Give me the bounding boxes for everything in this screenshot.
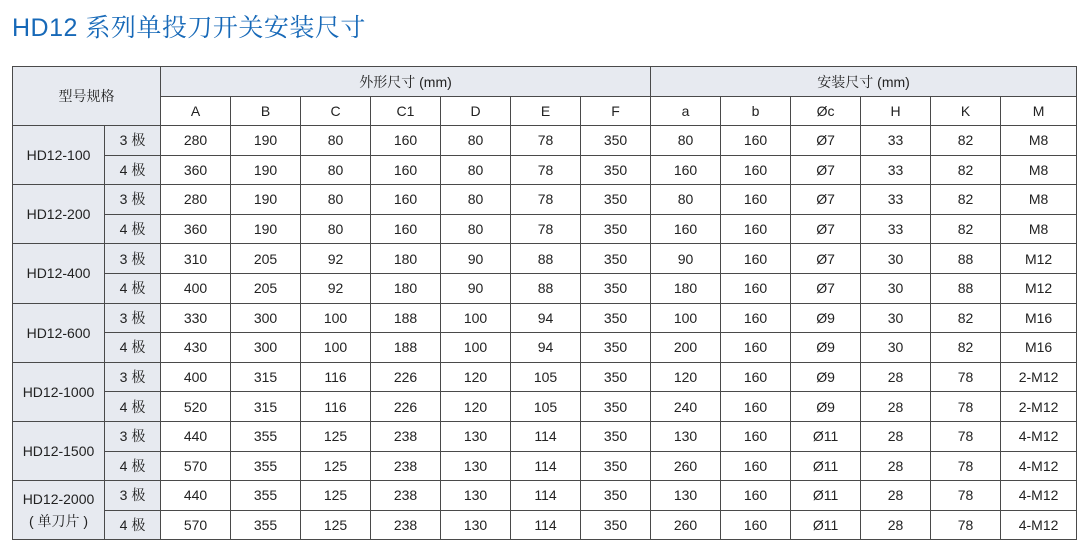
value-cell: 360 <box>161 155 231 185</box>
value-cell: 105 <box>511 392 581 422</box>
value-cell: 440 <box>161 421 231 451</box>
value-cell: 190 <box>231 185 301 215</box>
value-cell: 160 <box>371 155 441 185</box>
value-cell: 88 <box>511 273 581 303</box>
value-cell: 30 <box>861 303 931 333</box>
model-name: HD12-400 <box>26 265 91 282</box>
value-cell: 190 <box>231 126 301 156</box>
table-row <box>13 421 1077 451</box>
column-header-row <box>13 97 1077 126</box>
value-cell: 90 <box>441 244 511 274</box>
table-row <box>13 185 1077 215</box>
value-cell: 160 <box>721 126 791 156</box>
value-cell: 350 <box>581 155 651 185</box>
value-cell: 160 <box>721 362 791 392</box>
value-cell: 116 <box>301 392 371 422</box>
model-cell <box>13 303 105 362</box>
value-cell: 570 <box>161 510 231 540</box>
model-name: HD12-600 <box>26 324 91 341</box>
value-cell: 355 <box>231 451 301 481</box>
value-cell: Ø7 <box>791 273 861 303</box>
value-cell: Ø7 <box>791 126 861 156</box>
value-cell: 160 <box>721 421 791 451</box>
value-cell: 33 <box>861 185 931 215</box>
value-cell: 350 <box>581 126 651 156</box>
value-cell: 100 <box>651 303 721 333</box>
value-cell: 160 <box>721 510 791 540</box>
value-cell: 130 <box>441 451 511 481</box>
value-cell: 355 <box>231 510 301 540</box>
pole-cell: 4 极 <box>105 451 161 481</box>
value-cell: M8 <box>1001 214 1077 244</box>
value-cell: 94 <box>511 333 581 363</box>
value-cell: 188 <box>371 303 441 333</box>
table-row <box>13 451 1077 481</box>
value-cell: 238 <box>371 510 441 540</box>
value-cell: 78 <box>931 510 1001 540</box>
value-cell: 80 <box>301 214 371 244</box>
value-cell: 88 <box>931 244 1001 274</box>
page-title: HD12 系列单投刀开关安装尺寸 <box>12 14 366 42</box>
value-cell: 226 <box>371 362 441 392</box>
dimensions-table <box>12 66 1077 540</box>
value-cell: 33 <box>861 126 931 156</box>
value-cell: 130 <box>441 481 511 511</box>
value-cell: 260 <box>651 510 721 540</box>
value-cell: M16 <box>1001 333 1077 363</box>
value-cell: 160 <box>721 244 791 274</box>
value-cell: 82 <box>931 185 1001 215</box>
value-cell: 350 <box>581 273 651 303</box>
value-cell: 78 <box>931 451 1001 481</box>
column-header: F <box>581 97 651 126</box>
value-cell: 80 <box>301 126 371 156</box>
value-cell: 180 <box>651 273 721 303</box>
table-row <box>13 244 1077 274</box>
value-cell: 82 <box>931 214 1001 244</box>
value-cell: 78 <box>931 392 1001 422</box>
value-cell: 92 <box>301 273 371 303</box>
table-row <box>13 155 1077 185</box>
value-cell: 355 <box>231 421 301 451</box>
pole-cell: 3 极 <box>105 303 161 333</box>
pole-cell: 3 极 <box>105 421 161 451</box>
value-cell: 205 <box>231 273 301 303</box>
value-cell: 330 <box>161 303 231 333</box>
value-cell: Ø9 <box>791 303 861 333</box>
value-cell: 82 <box>931 155 1001 185</box>
column-header: b <box>721 97 791 126</box>
value-cell: 28 <box>861 362 931 392</box>
value-cell: 78 <box>511 155 581 185</box>
value-cell: 238 <box>371 421 441 451</box>
value-cell: Ø7 <box>791 185 861 215</box>
value-cell: 430 <box>161 333 231 363</box>
value-cell: M8 <box>1001 126 1077 156</box>
model-name: HD12-2000 <box>22 491 95 508</box>
value-cell: 300 <box>231 333 301 363</box>
value-cell: Ø11 <box>791 451 861 481</box>
pole-cell: 4 极 <box>105 214 161 244</box>
table-row <box>13 303 1077 333</box>
value-cell: 160 <box>371 214 441 244</box>
value-cell: 226 <box>371 392 441 422</box>
value-cell: 570 <box>161 451 231 481</box>
value-cell: 130 <box>441 421 511 451</box>
value-cell: 130 <box>441 510 511 540</box>
value-cell: 114 <box>511 451 581 481</box>
value-cell: 130 <box>651 481 721 511</box>
value-cell: 30 <box>861 244 931 274</box>
pole-cell: 4 极 <box>105 155 161 185</box>
value-cell: 240 <box>651 392 721 422</box>
value-cell: 33 <box>861 155 931 185</box>
value-cell: 100 <box>301 333 371 363</box>
value-cell: 350 <box>581 244 651 274</box>
value-cell: 280 <box>161 185 231 215</box>
value-cell: 94 <box>511 303 581 333</box>
value-cell: M16 <box>1001 303 1077 333</box>
value-cell: 116 <box>301 362 371 392</box>
value-cell: 180 <box>371 273 441 303</box>
value-cell: 310 <box>161 244 231 274</box>
group-header-row <box>13 67 1077 97</box>
value-cell: 120 <box>441 392 511 422</box>
value-cell: Ø11 <box>791 481 861 511</box>
table-row <box>13 333 1077 363</box>
value-cell: M12 <box>1001 244 1077 274</box>
value-cell: 82 <box>931 126 1001 156</box>
value-cell: 260 <box>651 451 721 481</box>
value-cell: 105 <box>511 362 581 392</box>
value-cell: Ø7 <box>791 155 861 185</box>
value-cell: 30 <box>861 273 931 303</box>
value-cell: 88 <box>511 244 581 274</box>
pole-cell: 4 极 <box>105 392 161 422</box>
table-row <box>13 510 1077 540</box>
model-cell <box>13 126 105 185</box>
column-header: a <box>651 97 721 126</box>
value-cell: 280 <box>161 126 231 156</box>
value-cell: 80 <box>441 126 511 156</box>
value-cell: 120 <box>441 362 511 392</box>
value-cell: 160 <box>721 214 791 244</box>
value-cell: 28 <box>861 421 931 451</box>
value-cell: 80 <box>651 185 721 215</box>
value-cell: 88 <box>931 273 1001 303</box>
value-cell: 238 <box>371 451 441 481</box>
value-cell: 205 <box>231 244 301 274</box>
value-cell: 100 <box>301 303 371 333</box>
value-cell: Ø11 <box>791 510 861 540</box>
value-cell: 28 <box>861 481 931 511</box>
value-cell: 125 <box>301 421 371 451</box>
value-cell: 160 <box>721 481 791 511</box>
value-cell: M8 <box>1001 185 1077 215</box>
value-cell: 160 <box>721 303 791 333</box>
value-cell: 120 <box>651 362 721 392</box>
pole-cell: 4 极 <box>105 510 161 540</box>
column-header: B <box>231 97 301 126</box>
table-row <box>13 126 1077 156</box>
value-cell: 80 <box>301 155 371 185</box>
value-cell: 350 <box>581 392 651 422</box>
value-cell: 100 <box>441 303 511 333</box>
model-cell <box>13 244 105 303</box>
value-cell: 350 <box>581 214 651 244</box>
mounting-dimensions-header: 安装尺寸 (mm) <box>651 67 1077 97</box>
value-cell: 4-M12 <box>1001 510 1077 540</box>
value-cell: 315 <box>231 362 301 392</box>
value-cell: 82 <box>931 303 1001 333</box>
value-cell: 188 <box>371 333 441 363</box>
value-cell: 82 <box>931 333 1001 363</box>
value-cell: Ø9 <box>791 362 861 392</box>
model-cell <box>13 362 105 421</box>
pole-cell: 3 极 <box>105 185 161 215</box>
value-cell: 160 <box>651 214 721 244</box>
value-cell: 125 <box>301 451 371 481</box>
column-header: D <box>441 97 511 126</box>
value-cell: 80 <box>441 155 511 185</box>
value-cell: 114 <box>511 481 581 511</box>
value-cell: 160 <box>721 333 791 363</box>
pole-cell: 3 极 <box>105 126 161 156</box>
value-cell: 80 <box>651 126 721 156</box>
pole-cell: 3 极 <box>105 481 161 511</box>
model-name: HD12-1000 <box>22 383 95 400</box>
value-cell: 160 <box>651 155 721 185</box>
value-cell: 315 <box>231 392 301 422</box>
value-cell: 160 <box>371 126 441 156</box>
column-header: K <box>931 97 1001 126</box>
value-cell: 350 <box>581 185 651 215</box>
value-cell: 78 <box>931 421 1001 451</box>
value-cell: 400 <box>161 273 231 303</box>
value-cell: 350 <box>581 421 651 451</box>
value-cell: 28 <box>861 510 931 540</box>
value-cell: 350 <box>581 333 651 363</box>
value-cell: Ø7 <box>791 244 861 274</box>
column-header: M <box>1001 97 1077 126</box>
value-cell: 400 <box>161 362 231 392</box>
value-cell: 125 <box>301 510 371 540</box>
value-cell: 190 <box>231 214 301 244</box>
value-cell: 78 <box>511 126 581 156</box>
value-cell: 90 <box>441 273 511 303</box>
column-header: C1 <box>371 97 441 126</box>
model-note: ( 单刀片 ) <box>28 513 89 530</box>
value-cell: 80 <box>441 185 511 215</box>
value-cell: 190 <box>231 155 301 185</box>
value-cell: 160 <box>721 392 791 422</box>
value-cell: 28 <box>861 392 931 422</box>
value-cell: 90 <box>651 244 721 274</box>
value-cell: 350 <box>581 510 651 540</box>
value-cell: 92 <box>301 244 371 274</box>
value-cell: 440 <box>161 481 231 511</box>
value-cell: 114 <box>511 510 581 540</box>
model-cell <box>13 481 105 540</box>
value-cell: 180 <box>371 244 441 274</box>
model-cell <box>13 421 105 480</box>
table-row <box>13 273 1077 303</box>
value-cell: 160 <box>721 185 791 215</box>
column-header: Øc <box>791 97 861 126</box>
model-spec-header: 型号规格 <box>13 67 161 126</box>
value-cell: M8 <box>1001 155 1077 185</box>
value-cell: 78 <box>511 214 581 244</box>
column-header: H <box>861 97 931 126</box>
value-cell: M12 <box>1001 273 1077 303</box>
value-cell: 200 <box>651 333 721 363</box>
value-cell: Ø9 <box>791 392 861 422</box>
value-cell: 520 <box>161 392 231 422</box>
model-name: HD12-100 <box>26 147 91 164</box>
value-cell: Ø9 <box>791 333 861 363</box>
pole-cell: 4 极 <box>105 333 161 363</box>
value-cell: 160 <box>721 273 791 303</box>
value-cell: 80 <box>441 214 511 244</box>
value-cell: 350 <box>581 451 651 481</box>
column-header: A <box>161 97 231 126</box>
value-cell: 125 <box>301 481 371 511</box>
value-cell: 160 <box>721 451 791 481</box>
model-name: HD12-200 <box>26 206 91 223</box>
table-row <box>13 214 1077 244</box>
outline-dimensions-header: 外形尺寸 (mm) <box>161 67 651 97</box>
value-cell: 114 <box>511 421 581 451</box>
value-cell: 350 <box>581 303 651 333</box>
value-cell: 78 <box>511 185 581 215</box>
value-cell: 360 <box>161 214 231 244</box>
value-cell: 80 <box>301 185 371 215</box>
value-cell: 2-M12 <box>1001 392 1077 422</box>
value-cell: 355 <box>231 481 301 511</box>
value-cell: 78 <box>931 481 1001 511</box>
table-row <box>13 392 1077 422</box>
value-cell: Ø11 <box>791 421 861 451</box>
value-cell: 350 <box>581 362 651 392</box>
value-cell: 160 <box>371 185 441 215</box>
value-cell: 238 <box>371 481 441 511</box>
pole-cell: 4 极 <box>105 273 161 303</box>
value-cell: 350 <box>581 481 651 511</box>
column-header: E <box>511 97 581 126</box>
table-row <box>13 362 1077 392</box>
value-cell: 160 <box>721 155 791 185</box>
value-cell: 130 <box>651 421 721 451</box>
value-cell: 4-M12 <box>1001 421 1077 451</box>
value-cell: 2-M12 <box>1001 362 1077 392</box>
value-cell: 4-M12 <box>1001 451 1077 481</box>
model-cell <box>13 185 105 244</box>
value-cell: 28 <box>861 451 931 481</box>
value-cell: 30 <box>861 333 931 363</box>
column-header: C <box>301 97 371 126</box>
value-cell: Ø7 <box>791 214 861 244</box>
pole-cell: 3 极 <box>105 362 161 392</box>
value-cell: 78 <box>931 362 1001 392</box>
pole-cell: 3 极 <box>105 244 161 274</box>
value-cell: 4-M12 <box>1001 481 1077 511</box>
value-cell: 300 <box>231 303 301 333</box>
table-row <box>13 481 1077 511</box>
model-name: HD12-1500 <box>22 443 95 460</box>
value-cell: 33 <box>861 214 931 244</box>
value-cell: 100 <box>441 333 511 363</box>
